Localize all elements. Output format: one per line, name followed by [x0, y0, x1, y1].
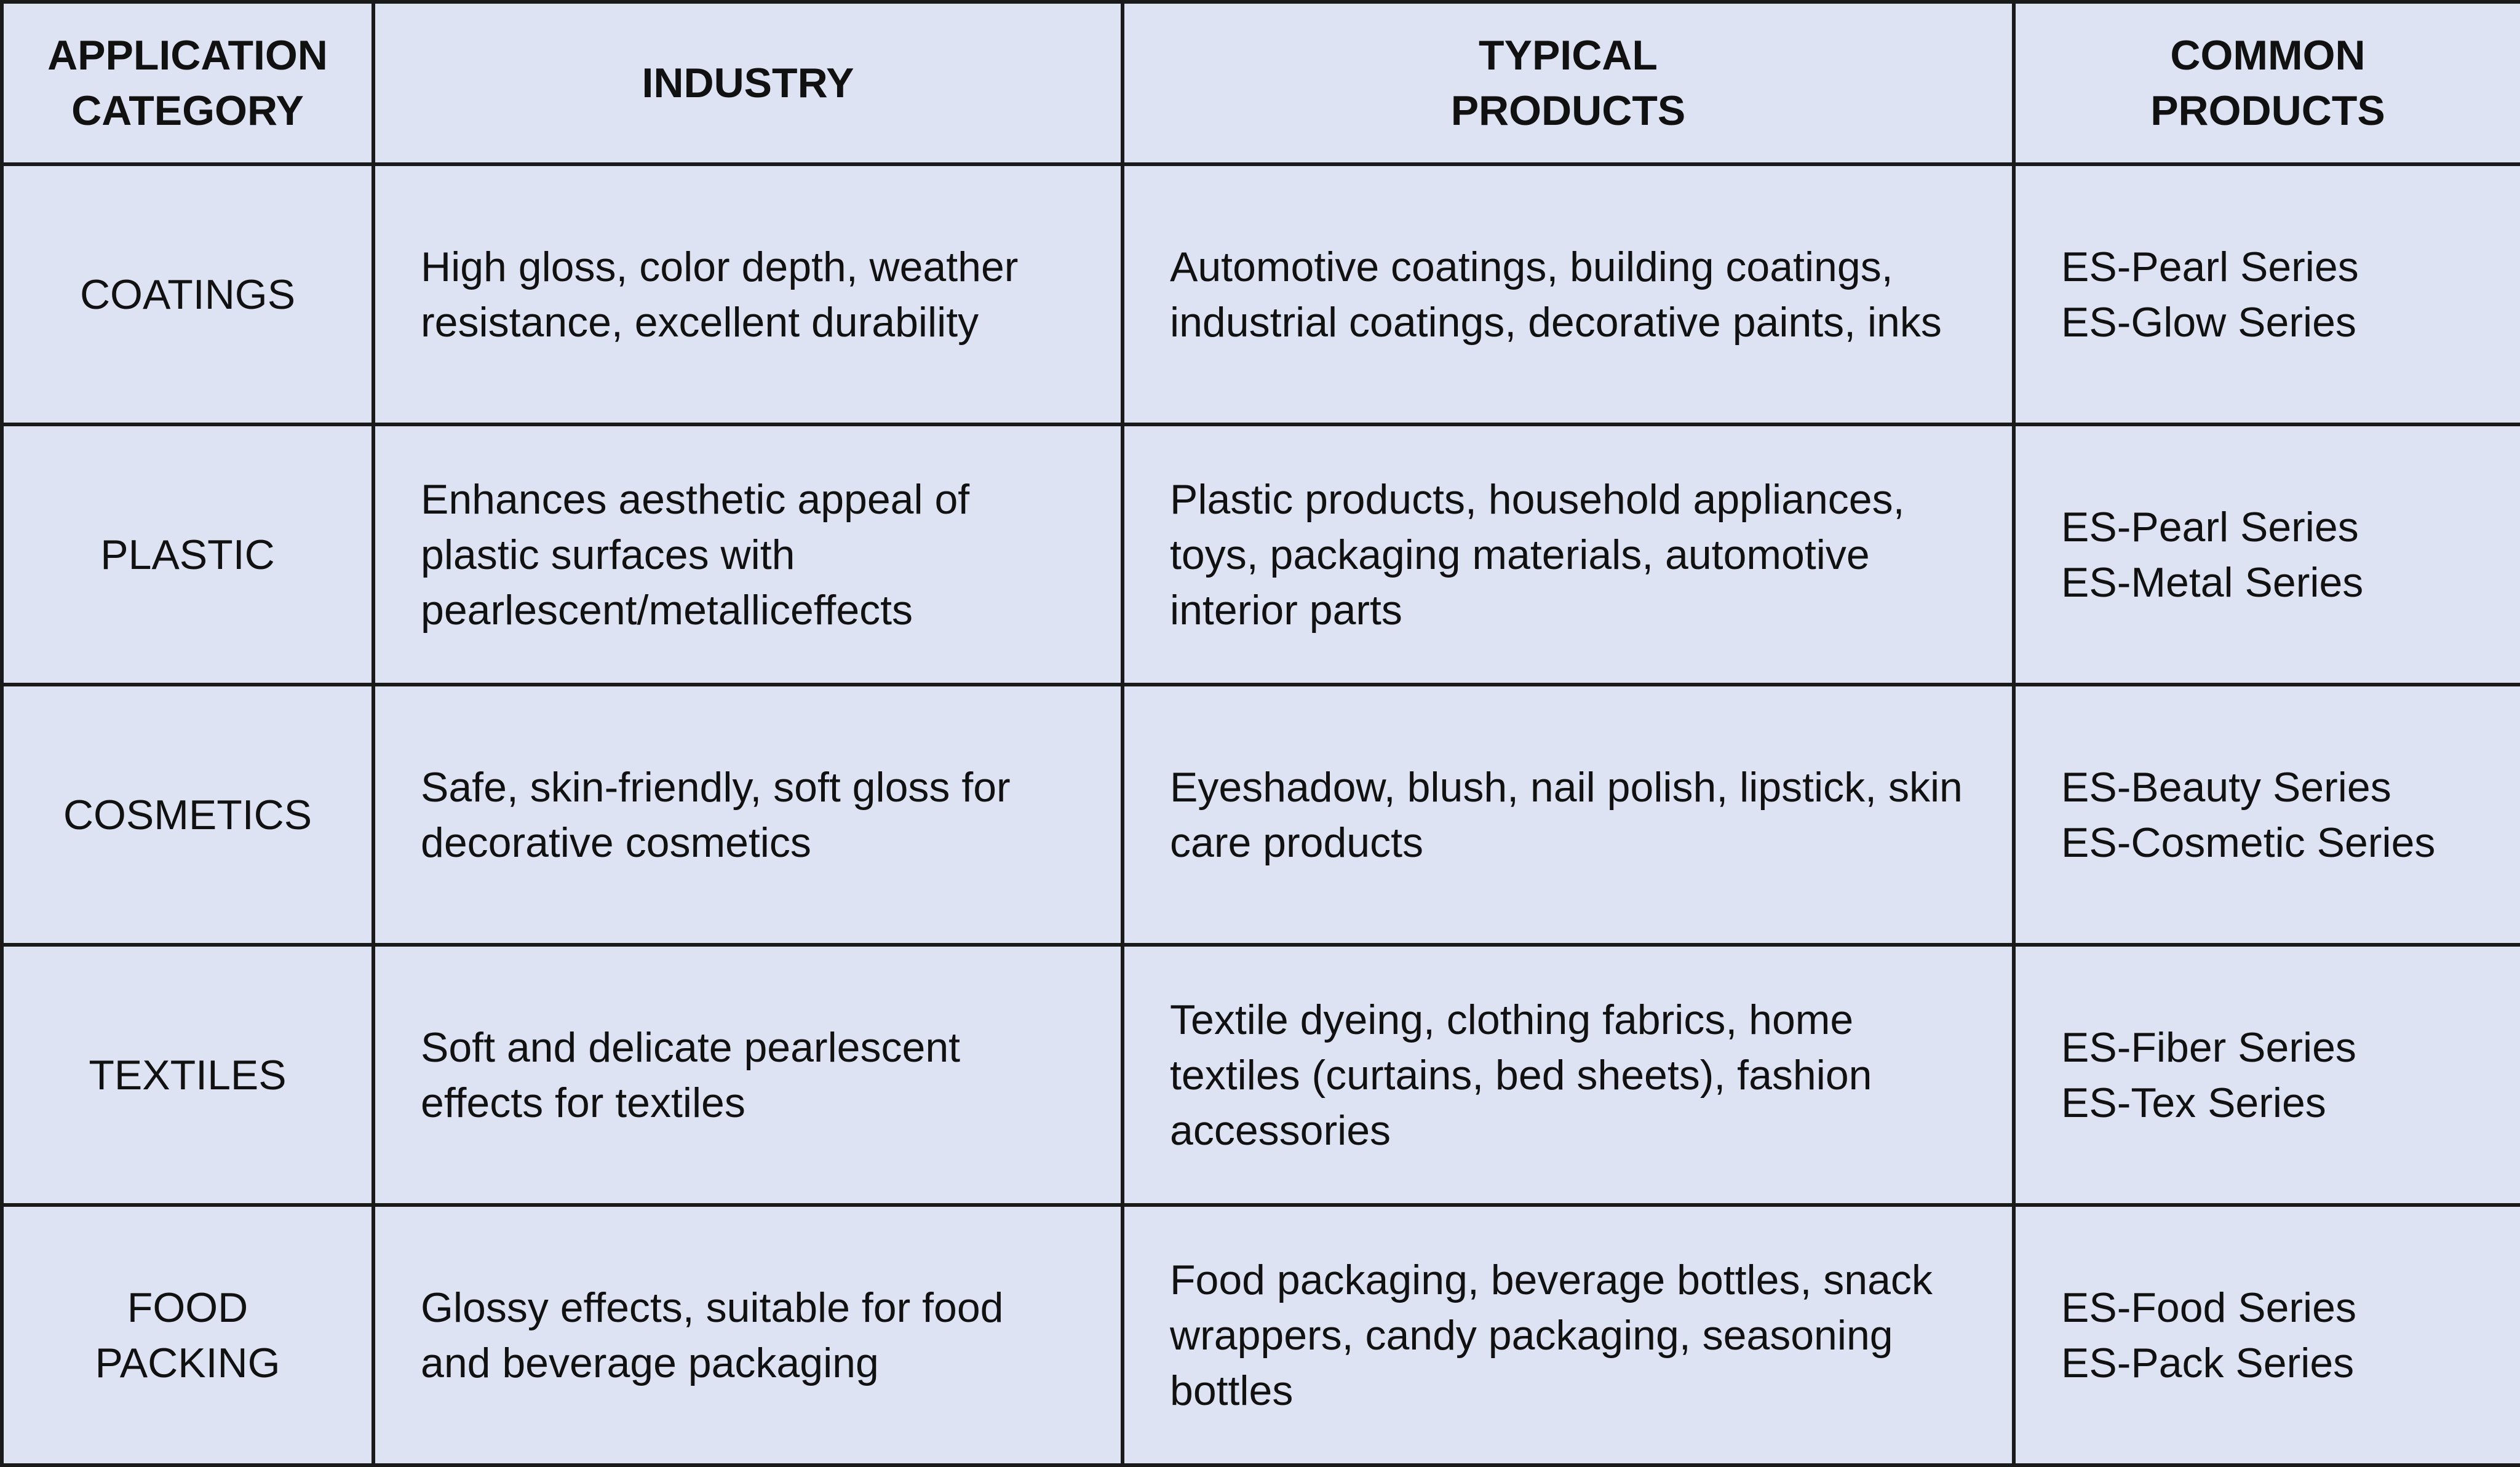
industry-cell: High gloss, color depth, weather resistance, excellent durability: [373, 164, 1123, 424]
category-cell: PLASTIC: [2, 424, 373, 685]
table-row: [2, 164, 2520, 424]
common-products-cell: ES-Pearl Series ES-Glow Series: [2014, 164, 2520, 424]
typical-products-cell: Eyeshadow, blush, nail polish, lipstick, skin care products: [1123, 685, 2014, 945]
common-products-cell: ES-Pearl Series ES-Metal Series: [2014, 424, 2520, 685]
header-application-category: APPLICATION CATEGORY: [2, 2, 373, 164]
category-cell: COSMETICS: [2, 685, 373, 945]
table-row: [2, 1205, 2520, 1465]
typical-products-cell: Automotive coatings, building coatings, industrial coatings, decorative paints, inks: [1123, 164, 2014, 424]
header-typical-products: TYPICAL PRODUCTS: [1123, 2, 2014, 164]
category-cell: FOOD PACKING: [2, 1205, 373, 1465]
header-row: [2, 2, 2520, 164]
typical-products-cell: Food packaging, beverage bottles, snack wrappers, candy packaging, seasoning bottles: [1123, 1205, 2014, 1465]
industry-cell: Enhances aesthetic appeal of plastic surfaces with pearlescent/metalliceffects: [373, 424, 1123, 685]
table-row: [2, 945, 2520, 1205]
industry-cell: Glossy effects, suitable for food and beverage packaging: [373, 1205, 1123, 1465]
common-products-cell: ES-Food Series ES-Pack Series: [2014, 1205, 2520, 1465]
typical-products-cell: Textile dyeing, clothing fabrics, home textiles (curtains, bed sheets), fashion accessories: [1123, 945, 2014, 1205]
header-common-products: COMMON PRODUCTS: [2014, 2, 2520, 164]
common-products-cell: ES-Fiber Series ES-Tex Series: [2014, 945, 2520, 1205]
category-cell: TEXTILES: [2, 945, 373, 1205]
common-products-cell: ES-Beauty Series ES-Cosmetic Series: [2014, 685, 2520, 945]
table-row: [2, 685, 2520, 945]
typical-products-cell: Plastic products, household appliances, toys, packaging materials, automotive interior parts: [1123, 424, 2014, 685]
table-row: [2, 424, 2520, 685]
industry-cell: Safe, skin-friendly, soft gloss for decorative cosmetics: [373, 685, 1123, 945]
category-cell: COATINGS: [2, 164, 373, 424]
industry-cell: Soft and delicate pearlescent effects for textiles: [373, 945, 1123, 1205]
header-industry: INDUSTRY: [373, 2, 1123, 164]
